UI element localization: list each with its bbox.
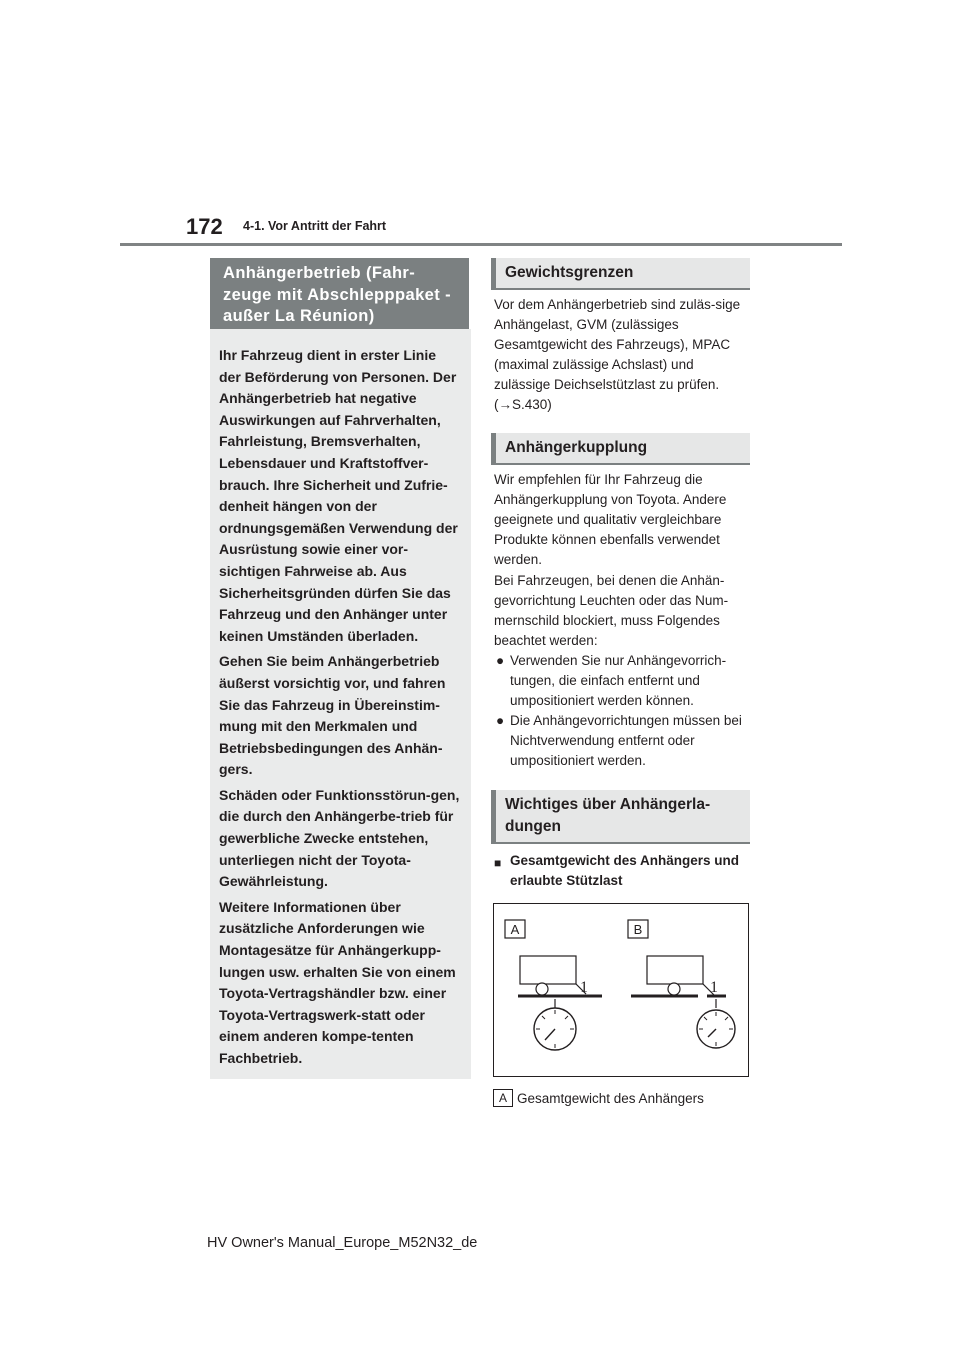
pointer-1-b: 1 (710, 979, 718, 996)
page-footer: HV Owner's Manual_Europe_M52N32_de (207, 1235, 478, 1251)
gewicht-text: Vor dem Anhängerbetrieb sind zuläs-sige Anhängelast, GVM (zulässiges Gesamtgewicht des Fahrzeugs), MPAC (maximal zulässige Achslast) und zulässige Deichselstützlast zu prüfen. (→S.430) (494, 297, 741, 412)
caption-text: Gesamtgewicht des Anhängers (517, 1091, 704, 1106)
pointer-1-a: 1 (580, 979, 588, 996)
list-item (494, 651, 754, 711)
trailer-wheel (536, 983, 548, 995)
header-divider (120, 243, 842, 246)
scene-total-weight (518, 956, 602, 1050)
bullet-icon: ● (496, 653, 505, 668)
caption-label: A (493, 1089, 513, 1107)
heading-gewichtsgrenzen: Gewichtsgrenzen (491, 258, 750, 290)
trailer-weight-illustration (494, 904, 750, 1078)
label-b: B (633, 922, 643, 937)
list-item (494, 711, 754, 771)
warning-paragraph: Gehen Sie beim Anhängerbetrieb äußerst vorsichtig vor, und fahren Sie das Fahrzeug in Übereinstim-mung mit den Merkmalen und Betriebsbedingungen des Anhän-gers. (219, 653, 446, 778)
bullet-icon: ● (496, 713, 505, 728)
label-a: A (510, 922, 520, 937)
warning-paragraph: Schäden oder Funktionsstörun-gen, die durch den Anhängerbe-trieb für gewerbliche Zwecke entstehen, unterliegen nicht der Toyota-Gewährleistung. (219, 786, 460, 890)
warning-title: Anhängerbetrieb (Fahr-zeuge mit Abschlepppaket - außer La Réunion) (210, 258, 469, 329)
list-item-text: Verwenden Sie nur Anhängevorrich-tungen, die einfach entfernt und umpositioniert werden können. (510, 653, 727, 708)
trailer-weight-figure (493, 903, 749, 1077)
trailer-body (520, 956, 576, 984)
warning-box (210, 329, 471, 1079)
list-item-text: Die Anhängevorrichtungen müssen bei Nichtverwendung entfernt oder umpositioniert werden. (510, 713, 742, 768)
kupplung-text-2: Bei Fahrzeugen, bei denen die Anhän-gevorrichtung Leuchten oder das Num-mernschild blockiert, muss Folgendes beachtet werden: (494, 573, 729, 648)
subsection-heading (494, 851, 754, 891)
warning-paragraph: Weitere Informationen über zusätzliche Anforderungen wie Montagesätze für Anhängerkupp-lungen usw. erhalten Sie von einem Toyota-Vertragshändler bzw. einer Toyota-Vertragswerk-statt oder einem anderen kompe-tenten Fachbetrieb. (219, 898, 456, 1066)
trailer-body (647, 956, 703, 984)
section-header: 4-1. Vor Antritt der Fahrt (243, 219, 387, 233)
warning-paragraph: Ihr Fahrzeug dient in erster Linie der Beförderung von Personen. Der Anhängerbetrieb hat negative Auswirkungen auf Fahrverhalten, Fahrleistung, Bremsverhalten, Lebensdauer und Kraftstoffver-brauch. Ihre Sicherheit und Zufrie-denheit hängen von der ordnungsgemäßen Verwendung der Ausrüstung sowie einer vor-sichtigen Fahrweise ab. Aus Sicherheitsgründen dürfen Sie das Fahrzeug und den Anhänger unter keinen Umständen überladen. (219, 347, 458, 644)
heading-anhaengerladungen: Wichtiges über Anhängerla-dungen (491, 790, 750, 844)
heading-anhaengerkupplung: Anhängerkupplung (491, 433, 750, 465)
page-number: 172 (186, 214, 223, 239)
scene-tongue-weight (631, 956, 735, 1048)
kupplung-text-1: Wir empfehlen für Ihr Fahrzeug die Anhängerkupplung von Toyota. Andere geeignete und qualitativ vergleichbare Produkte können ebenfalls verwendet werden. (494, 472, 727, 567)
figure-caption (493, 1089, 704, 1108)
trailer-wheel (668, 983, 680, 995)
square-bullet-icon: ■ (494, 856, 502, 870)
subsection-heading-text: Gesamtgewicht des Anhängers und erlaubte Stützlast (510, 853, 740, 888)
